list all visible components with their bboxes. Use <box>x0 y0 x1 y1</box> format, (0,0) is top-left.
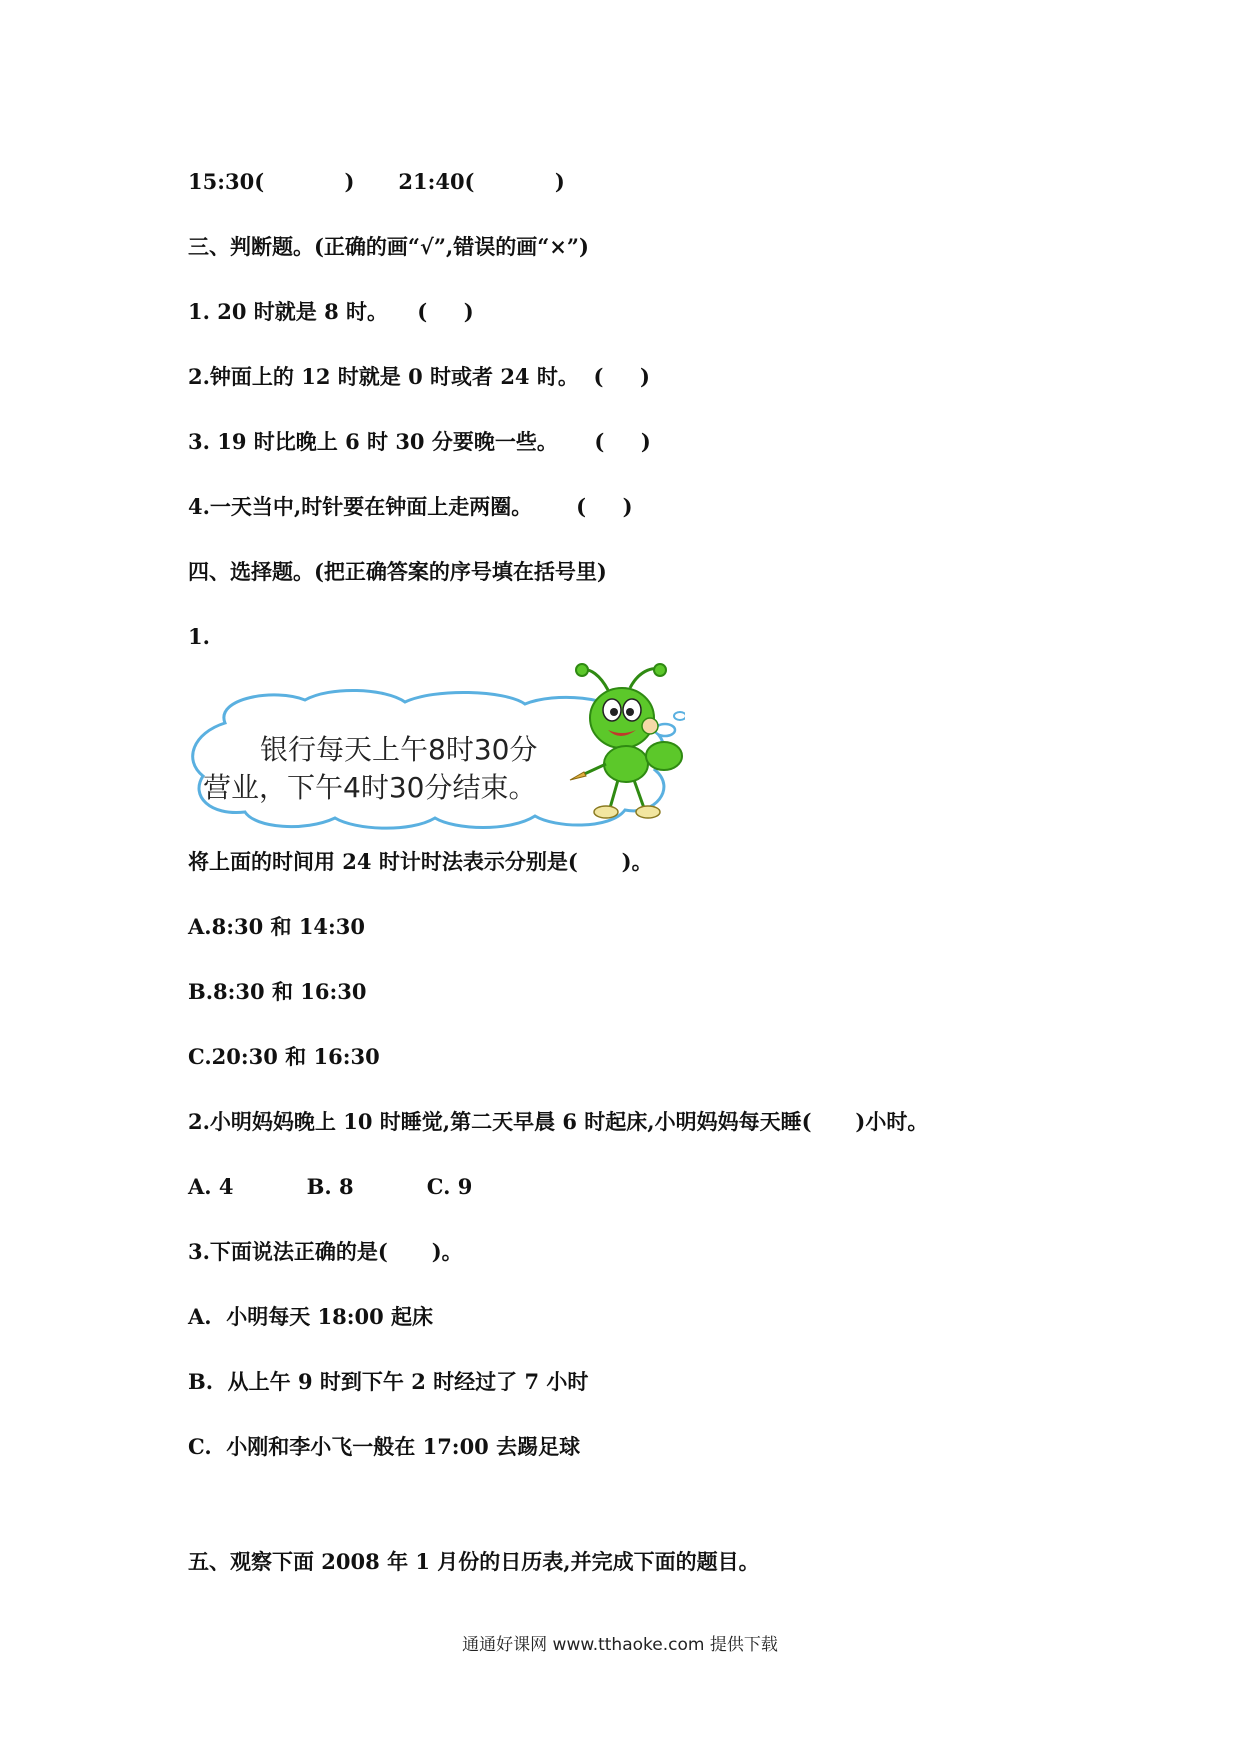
part3-item-4: 4.一天当中,时针要在钟面上走两圈。 ( ) <box>188 494 633 519</box>
part4-q1-option-c: C.20:30 和 16:30 <box>188 1044 380 1069</box>
part4-q1-number: 1. <box>188 624 210 649</box>
part3-heading: 三、判断题。(正确的画“√”,错误的画“×”) <box>188 234 589 259</box>
part4-q3-option-b: B. 从上午 9 时到下午 2 时经过了 7 小时 <box>188 1369 589 1394</box>
bubble-line-2: 营业，下午4时30分结束。 <box>203 771 537 804</box>
part4-q2-options: A. 4 B. 8 C. 9 <box>188 1174 473 1199</box>
part4-q3-option-c: C. 小刚和李小飞一般在 17:00 去踢足球 <box>188 1434 581 1459</box>
part3-item-3: 3. 19 时比晚上 6 时 30 分要晚一些。 ( ) <box>188 429 651 454</box>
part4-q1-question: 将上面的时间用 24 时计时法表示分别是( )。 <box>188 849 653 874</box>
part4-q1-option-a: A.8:30 和 14:30 <box>188 914 366 939</box>
part5-heading: 五、观察下面 2008 年 1 月份的日历表,并完成下面的题目。 <box>188 1549 760 1574</box>
footer-credit: 通通好课网 www.tthaoke.com 提供下载 <box>462 1635 778 1655</box>
part4-heading: 四、选择题。(把正确答案的序号填在括号里) <box>188 559 607 584</box>
bubble-line-1: 银行每天上午8时30分 <box>260 733 538 766</box>
part4-q3-option-a: A. 小明每天 18:00 起床 <box>188 1304 434 1329</box>
part3-item-1: 1. 20 时就是 8 时。 ( ) <box>188 299 474 324</box>
part4-q3-question: 3.下面说法正确的是( )。 <box>188 1239 463 1264</box>
part4-q1-option-b: B.8:30 和 16:30 <box>188 979 367 1004</box>
part3-item-2: 2.钟面上的 12 时就是 0 时或者 24 时。 ( ) <box>188 364 650 389</box>
part2-time-line: 15:30( ) 21:40( ) <box>188 169 565 194</box>
part4-q2-question: 2.小明妈妈晚上 10 时睡觉,第二天早晨 6 时起床,小明妈妈每天睡( )小时。 <box>188 1109 929 1134</box>
ant-mascot-icon <box>560 660 690 825</box>
